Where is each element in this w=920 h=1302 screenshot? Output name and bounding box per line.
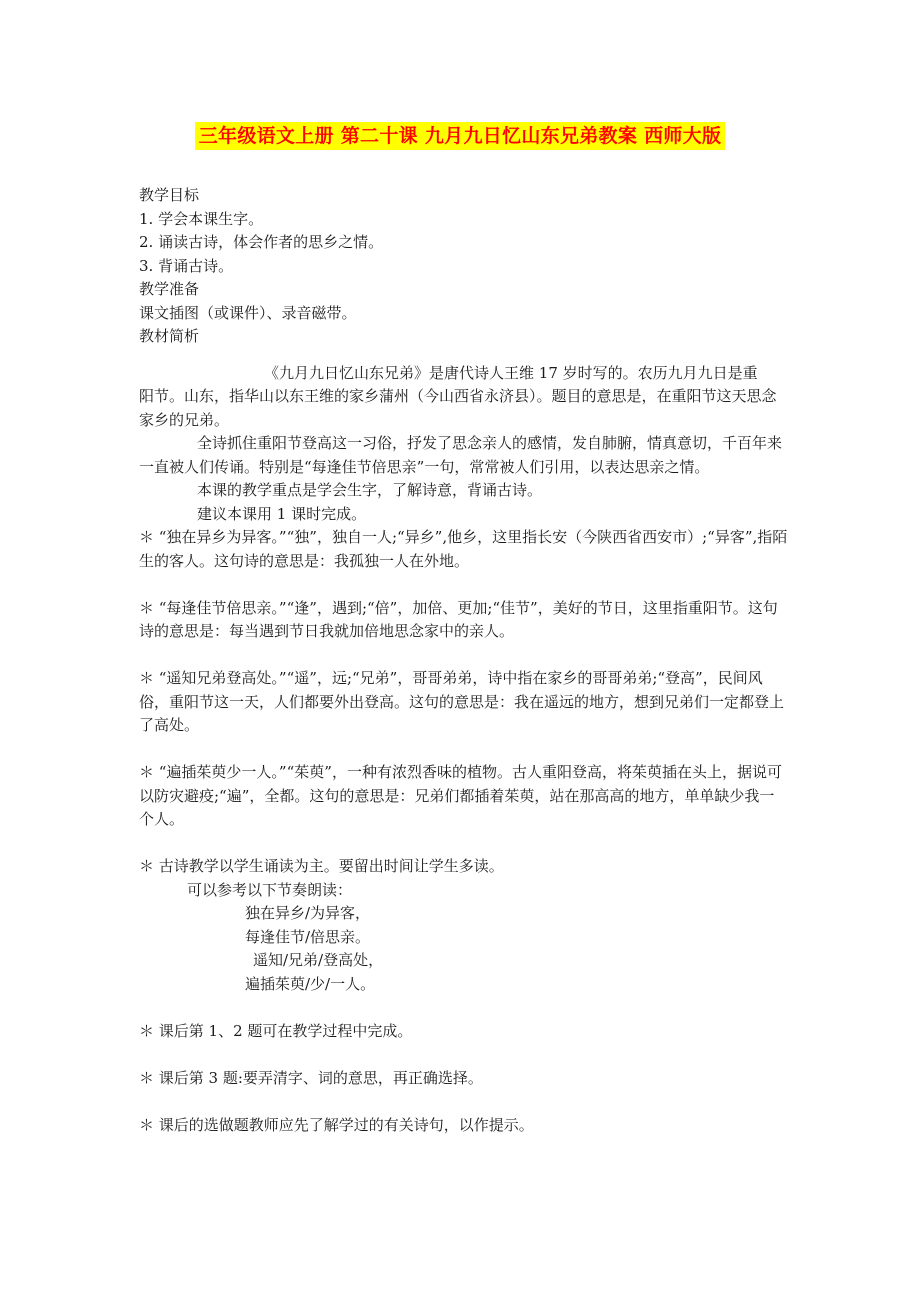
title-area [0, 122, 920, 150]
tip-line: ＊ 课后的选做题教师应先了解学过的有关诗句，以作提示。 [139, 1115, 534, 1134]
goal-item: 2. 诵读古诗，体会作者的思乡之情。 [139, 233, 384, 251]
analysis-paragraph-2: 全诗抓住重阳节登高这一习俗，抒发了思念亲人的感情，发自肺腑，情真意切，千百年来一直被人们传诵。特别是“每逢佳节倍思亲”一句，常常被人们引用，以表达思亲之情。 [139, 434, 783, 476]
analysis-key-points: 本课的教学重点是学会生字，了解诗意，背诵古诗。 [197, 481, 543, 499]
analysis-paragraph-1: 阳节。山东，指华山以东王维的家乡蒲州（今山西省永济县）。题目的意思是，在重阳节这天思念家乡的兄弟。 [139, 387, 777, 429]
goal-item: 1. 学会本课生字。 [139, 209, 264, 228]
note-line-1: ＊ “独在异乡为异客。”“独”，独自一人;“异乡”,他乡，这里指长安（今陕西省西安市）;“异客”,指陌生的客人。这句诗的意思是：我孤独一人在外地。 [139, 528, 788, 570]
note-line-2: ＊ “每逢佳节倍思亲。”“逢”，遇到;“倍”，加倍、更加;“佳节”，美好的节日，这里指重阳节。这句诗的意思是：每当遇到节日我就加倍地思念家中的亲人。 [139, 598, 778, 640]
analysis-heading: 教材简析 [139, 327, 200, 345]
analysis-paragraph-1-first-line: 《九月九日忆山东兄弟》是唐代诗人王维 17 岁时写的。农历九月九日是重 [264, 363, 758, 382]
teaching-note: ＊ 古诗教学以学生诵读为主。要留出时间让学生多读。 [139, 857, 504, 875]
rhythm-intro: 可以参考以下节奏朗读： [187, 880, 353, 899]
goal-item: 3. 背诵古诗。 [139, 256, 234, 275]
poem-line: 每逢佳节/倍思亲。 [245, 927, 371, 946]
document-body [139, 184, 789, 1137]
note-line-4: ＊ “遍插茱萸少一人。”“茱萸”，一种有浓烈香味的植物。古人重阳登高，将茱萸插在头上，据说可以防灾避疫;“遍”，全都。这句的意思是：兄弟们都插着茱萸，站在那高高的地方，单单缺少我一个人。 [139, 763, 782, 828]
prep-text: 课文插图（或课件）、录音磁带。 [139, 303, 357, 322]
prep-heading: 教学准备 [139, 280, 200, 298]
goals-heading: 教学目标 [139, 186, 200, 204]
analysis-duration: 建议本课用 1 课时完成。 [197, 504, 367, 523]
poem-line: 遥知/兄弟/登高处， [253, 951, 384, 969]
document-title: 三年级语文上册 第二十课 九月九日忆山东兄弟教案 西师大版 [195, 122, 726, 150]
note-line-3: ＊ “遥知兄弟登高处。”“遥”，远;“兄弟”，哥哥弟弟，诗中指在家乡的哥哥弟弟;“登高”，民间风俗，重阳节这一天，人们都要外出登高。这句的意思是：我在遥远的地方，想到兄弟们一定都登上了高处。 [139, 669, 785, 734]
tip-line: ＊ 课后第 3 题:要弄清字、词的意思，再正确选择。 [139, 1068, 483, 1087]
tip-line: ＊ 课后第 1、2 题可在教学过程中完成。 [139, 1021, 413, 1040]
poem-line: 独在异乡/为异客， [245, 904, 371, 922]
poem-line: 遍插茱萸/少/一人。 [245, 974, 376, 993]
